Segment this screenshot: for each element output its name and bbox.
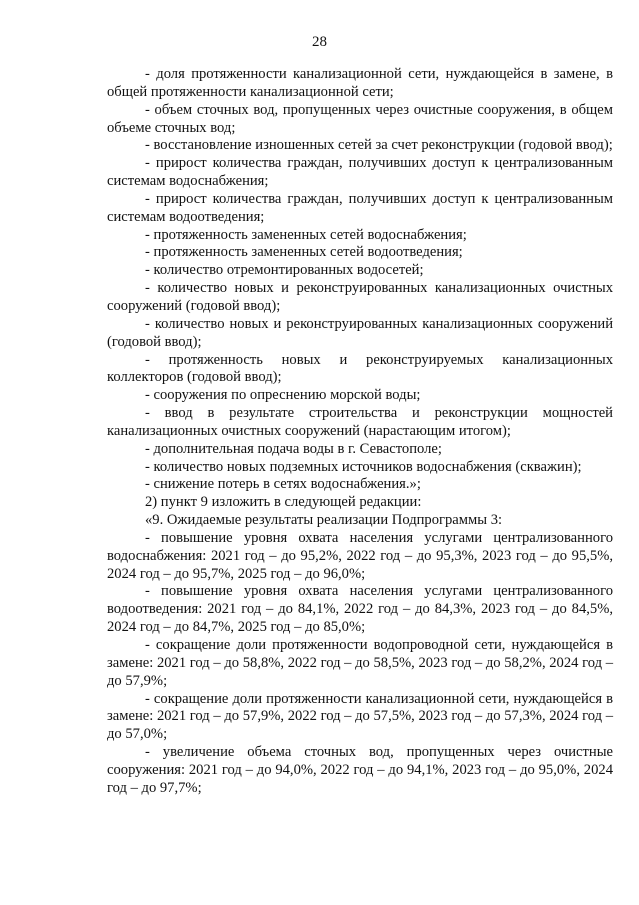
paragraph: - увеличение объема сточных вод, пропущенных через очистные сооружения: 2021 год – до 94,0%, 2022 год – до 94,1%, 2023 год – до 95,0%, 2024 год – до 97,7%; [107,744,613,796]
paragraph: «9. Ожидаемые результаты реализации Подпрограммы 3: [145,512,503,529]
paragraph: - количество новых и реконструированных канализационных очистных сооружений (годовой ввод); [107,280,613,314]
paragraph: - протяженность замененных сетей водоотведения; [145,244,463,261]
paragraph: - количество новых и реконструированных канализационных сооружений (годовой ввод); [107,315,613,350]
page-number: 28 [312,34,327,50]
paragraph: - прирост количества граждан, получивших доступ к централизованным системам водоотведения; [107,190,613,225]
document-body [107,66,613,798]
paragraph: - сооружения по опреснению морской воды; [145,387,421,404]
paragraph: - дополнительная подача воды в г. Севастополе; [145,440,442,457]
paragraph: - объем сточных вод, пропущенных через очистные сооружения, в общем объеме сточных вод; [107,101,613,136]
paragraph: - сокращение доли протяженности канализационной сети, нуждающейся в замене: 2021 год – до 57,9%, 2022 год – до 57,5%, 2023 год – до 57,3%, 2024 год – до 57,0%; [107,690,613,743]
paragraph: - протяженность новых и реконструируемых канализационных коллекторов (годовой ввод); [107,351,613,386]
paragraph: - снижение потерь в сетях водоснабжения.»; [145,476,421,493]
paragraph: - повышение уровня охвата населения услугами централизованного водоснабжения: 2021 год – до 95,2%, 2022 год – до 95,3%, 2023 год – до 95,5%, 2024 год – до 95,7%, 2025 год – до 96,0%; [107,529,613,582]
paragraph: - повышение уровня охвата населения услугами централизованного водоотведения: 2021 год – до 84,1%, 2022 год – до 84,3%, 2023 год – до 84,5%, 2024 год – до 84,7%, 2025 год – до 85,0%; [107,583,613,636]
paragraph: - количество новых подземных источников водоснабжения (скважин); [145,458,582,475]
paragraph: - протяженность замененных сетей водоснабжения; [145,226,467,243]
paragraph: - восстановление изношенных сетей за счет реконструкции (годовой ввод); [145,137,613,154]
paragraph: - количество отремонтированных водосетей; [145,262,424,279]
paragraph: - доля протяженности канализационной сети, нуждающейся в замене, в общей протяженности канализационной сети; [107,66,613,100]
paragraph: - сокращение доли протяженности водопроводной сети, нуждающейся в замене: 2021 год – до 58,8%, 2022 год – до 58,5%, 2023 год – до 58,2%, 2024 год – до 57,9%; [107,637,613,689]
paragraph: 2) пункт 9 изложить в следующей редакции: [145,494,422,511]
paragraph: - ввод в результате строительства и реконструкции мощностей канализационных очистных сооружений (нарастающим итогом); [107,405,613,439]
paragraph: - прирост количества граждан, получивших доступ к централизованным системам водоснабжения; [107,155,613,190]
